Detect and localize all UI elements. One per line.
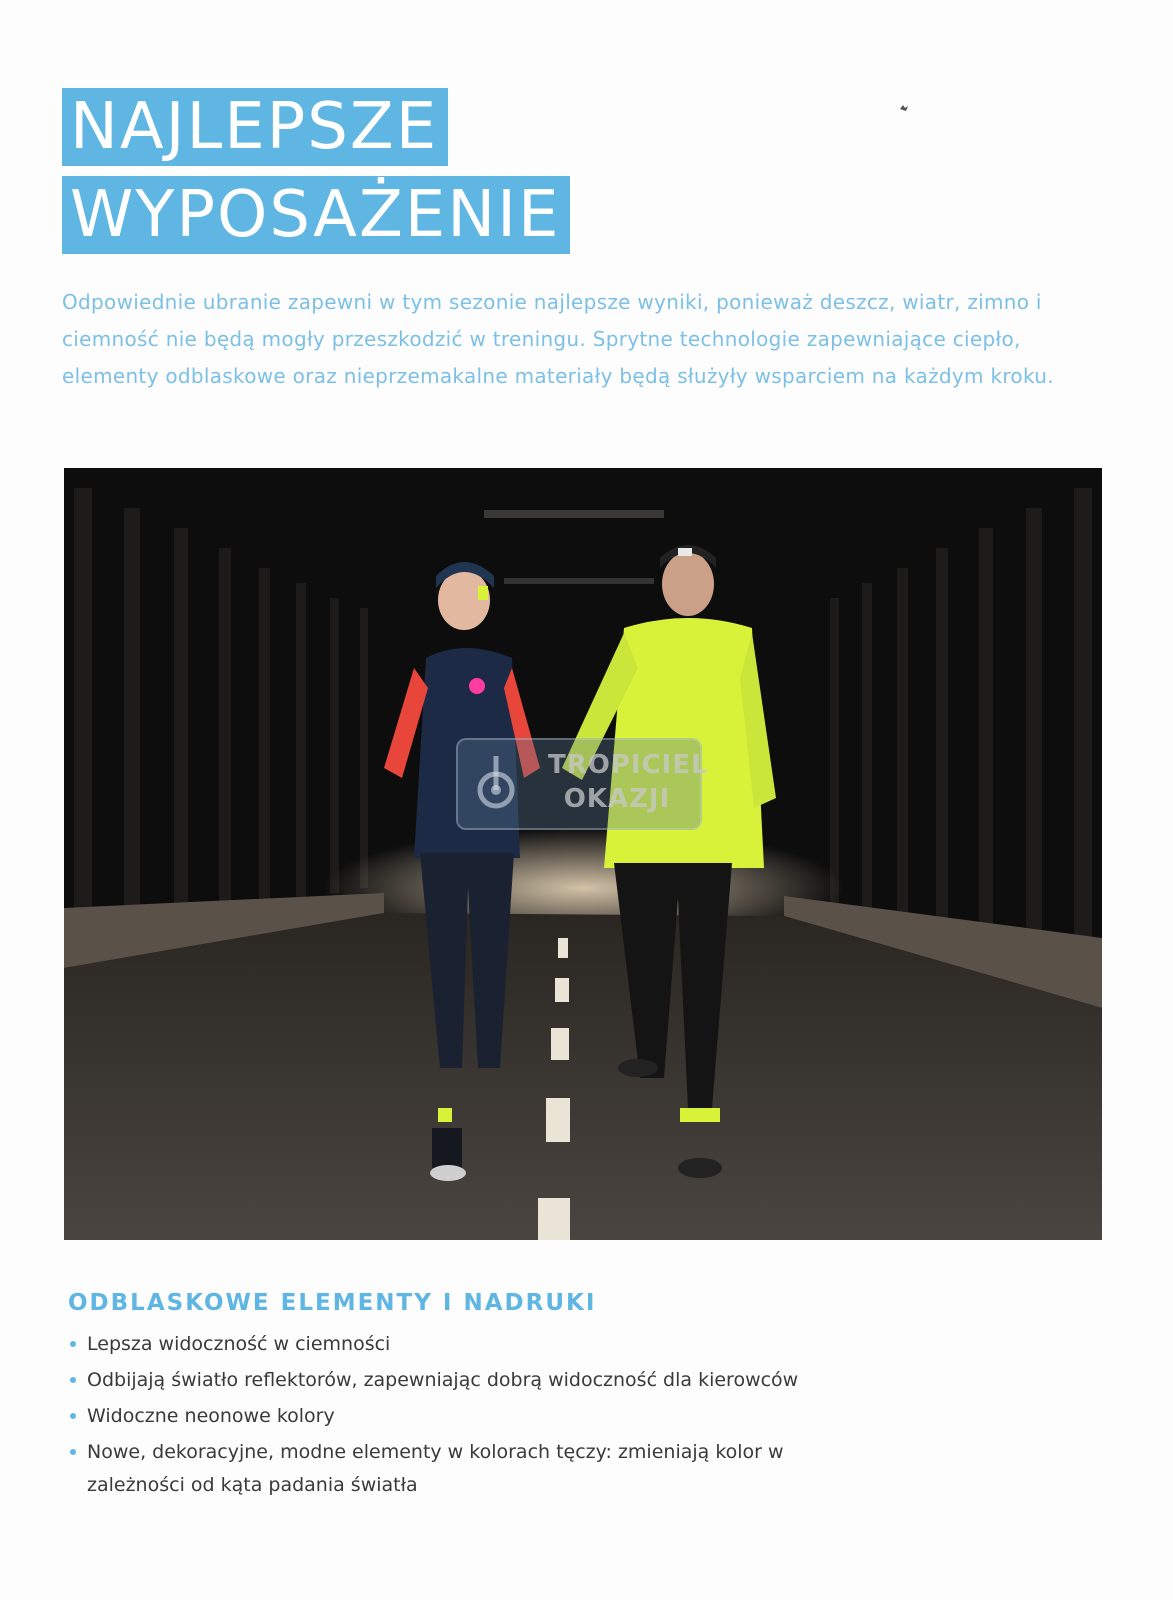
intro-paragraph: Odpowiednie ubranie zapewni w tym sezonie najlepsze wyniki, ponieważ deszcz, wiatr, zimno i ciemność nie będą mogły przeszkodzić w treningu. Sprytne technologie zapewniające ciepło, elementy odblaskowe oraz nieprzemakalne materiały będą służyły wsparciem na każdym kroku. (62, 290, 1054, 388)
list-item-text: Widoczne neonowe kolory (87, 1405, 335, 1427)
watermark-line-1: TROPICIEL (548, 750, 709, 780)
bullet-icon (70, 1413, 76, 1419)
runners-photo (64, 468, 1102, 1240)
list-item (68, 1328, 968, 1361)
list-item-text: Odbijają światło reflektorów, zapewniając dobrą widoczność dla kierowców (87, 1369, 799, 1391)
list-item (68, 1364, 968, 1397)
watermark-logo-icon (468, 750, 528, 816)
list-item (68, 1436, 827, 1502)
list-item-text: Nowe, dekoracyjne, modne elementy w kolorach tęczy: zmieniają kolor w zależności od kąta padania światła (87, 1441, 784, 1496)
watermark-line-2: OKAZJI (563, 784, 671, 814)
title-line-1: NAJLEPSZE (62, 88, 448, 166)
list-item (68, 1400, 968, 1433)
watermark-badge (456, 738, 709, 830)
bullet-icon (70, 1341, 76, 1347)
section-title: ODBLASKOWE ELEMENTY I NADRUKI (68, 1290, 597, 1316)
feature-list (68, 1328, 968, 1505)
bullet-icon (70, 1449, 76, 1455)
title-line-2: WYPOSAŻENIE (62, 176, 570, 254)
list-item-text: Lepsza widoczność w ciemności (87, 1333, 391, 1355)
print-speck (899, 104, 909, 112)
bullet-icon (70, 1377, 76, 1383)
